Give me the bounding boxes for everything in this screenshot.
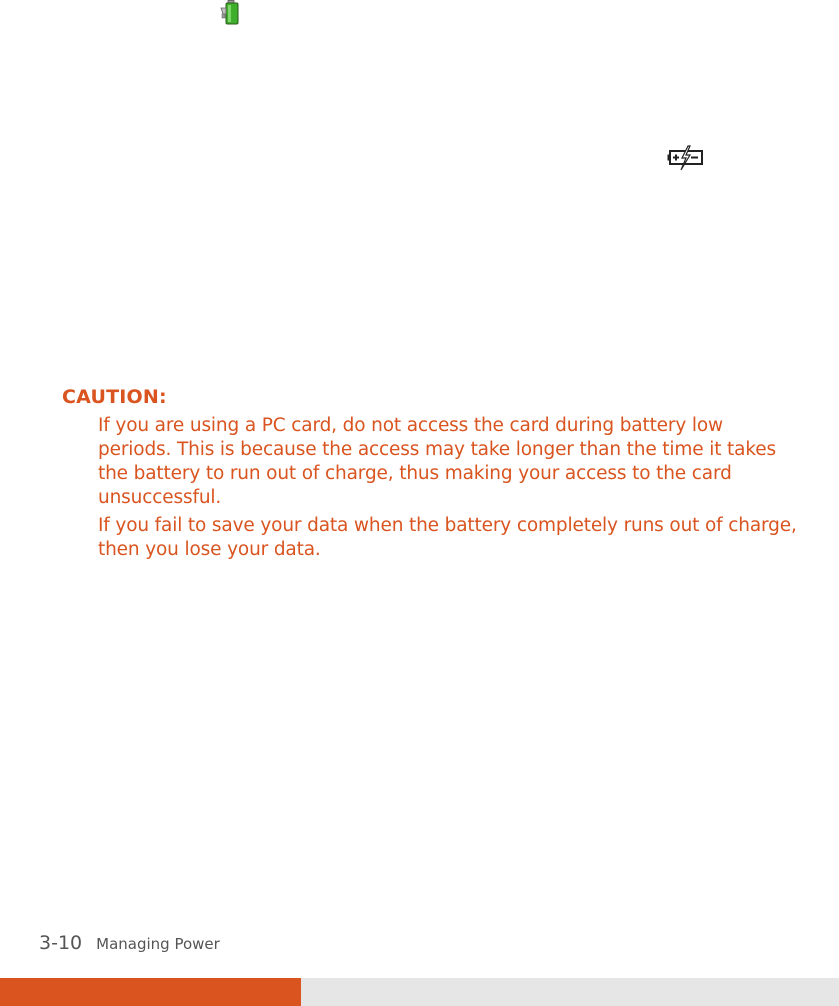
- battery-full-icon: [219, 0, 241, 26]
- caution-paragraph: If you are using a PC card, do not access the card during battery low periods. This is because the access may take longer than the time it takes the battery to run out of charge, thus making your access to the card unsuccessful.: [98, 415, 776, 508]
- footer-bar: [0, 978, 839, 1006]
- page-footer: [39, 930, 220, 957]
- section-name: Managing Power: [96, 935, 220, 953]
- caution-heading: CAUTION:: [62, 386, 167, 408]
- caution-block: [62, 384, 802, 562]
- caution-paragraph: If you fail to save your data when the battery completely runs out of charge, then you lose your data.: [98, 515, 797, 560]
- page-number: 3-10: [39, 932, 83, 954]
- battery-charging-icon: [666, 144, 704, 172]
- footer-bar-accent: [0, 978, 301, 1006]
